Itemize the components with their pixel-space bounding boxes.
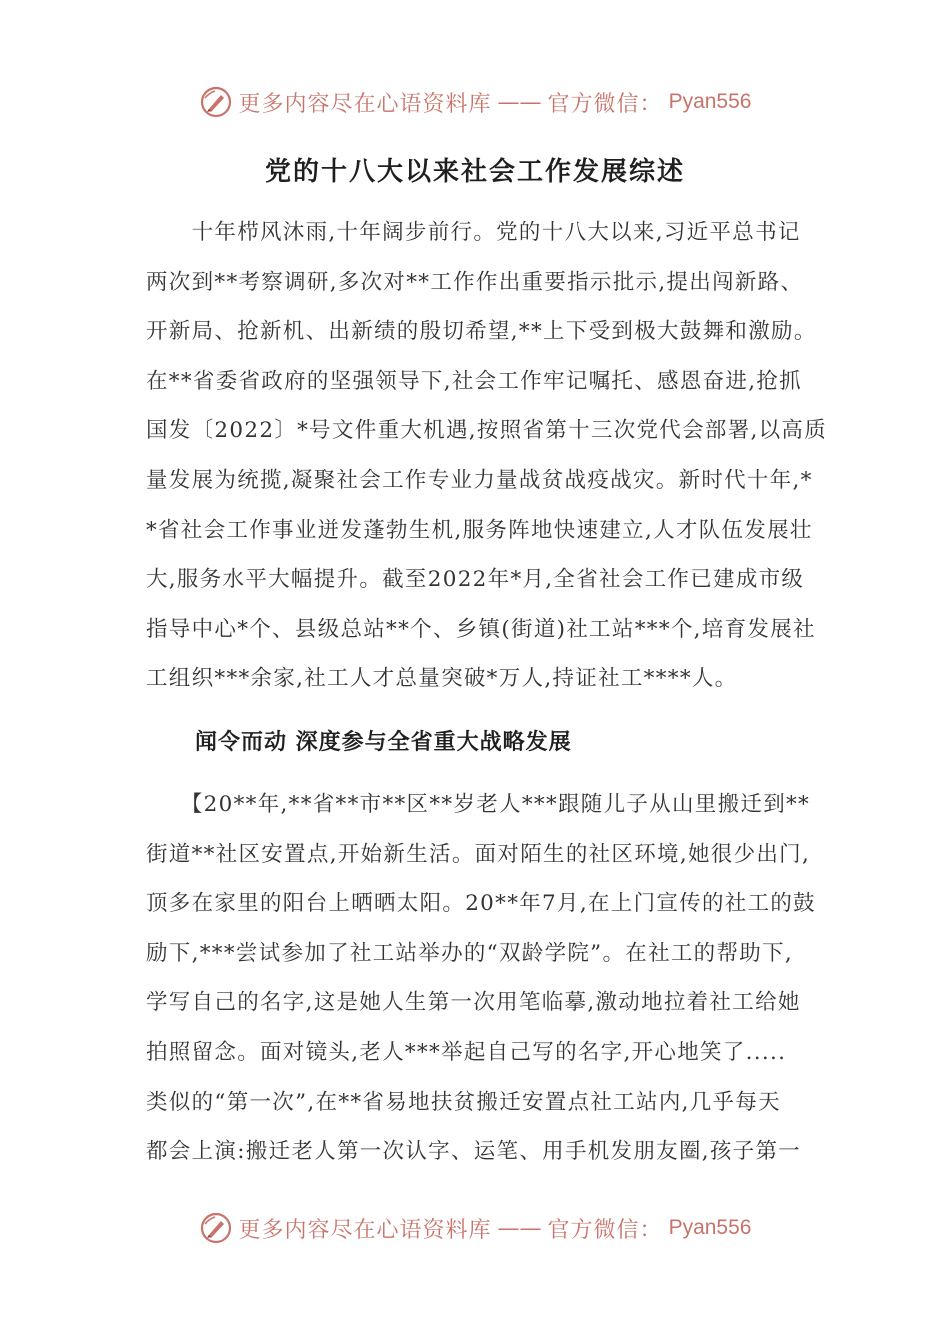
banner-wechat-id: Pyan556 — [668, 1216, 752, 1239]
banner-separator: —— — [497, 89, 542, 115]
paragraph-line: 在**省委省政府的坚强领导下,社会工作牢记嘱托、感恩奋进,抢抓 — [146, 368, 802, 394]
paragraph-line: 都会上演:搬迁老人第一次认字、运笔、用手机发朋友圈,孩子第一 — [146, 1139, 802, 1165]
paragraph-line: 拍照留念。面对镜头,老人***举起自己写的名字,开心地笑了..... — [146, 1039, 787, 1065]
paragraph-line: 顶多在家里的阳台上晒晒太阳。20**年7月,在上门宣传的社工的鼓 — [146, 891, 816, 917]
paragraph-intro — [146, 208, 828, 704]
pen-logo-icon — [199, 85, 233, 119]
paragraph-line: 两次到**考察调研,多次对**工作作出重要指示批示,提出闯新路、 — [146, 269, 804, 295]
document-title: 党的十八大以来社会工作发展综述 — [264, 157, 685, 187]
paragraph-line: 大,服务水平大幅提升。截至2022年*月,全省社会工作已建成市级 — [146, 567, 805, 593]
section-heading: 闻令而动 深度参与全省重大战略发展 — [195, 730, 572, 755]
paragraph-line: 类似的“第一次”,在**省易地扶贫搬迁安置点社工站内,几乎每天 — [146, 1089, 781, 1115]
banner-wechat-label: 官方微信： — [547, 1217, 663, 1243]
paragraph-line: 【20**年,**省**市**区**岁老人***跟随儿子从山里搬迁到** — [146, 792, 811, 817]
paragraph-line: *省社会工作事业迸发蓬勃生机,服务阵地快速建立,人才队伍发展壮 — [146, 517, 813, 543]
paragraph-line: 街道**社区安置点,开始新生活。面对陌生的社区环境,她很少出门, — [146, 841, 811, 867]
paragraph-line: 十年栉风沐雨,十年阔步前行。党的十八大以来,习近平总书记 — [146, 220, 801, 245]
header-watermark-banner — [0, 84, 950, 120]
banner-wechat-id: Pyan556 — [668, 90, 752, 113]
banner-text: 更多内容尽在心语资料库 — [238, 91, 492, 117]
paragraph-line: 学写自己的名字,这是她人生第一次用笔临摹,激动地拉着社工给她 — [146, 990, 801, 1016]
footer-watermark-banner — [0, 1210, 950, 1246]
banner-text: 更多内容尽在心语资料库 — [238, 1217, 492, 1243]
paragraph-story — [146, 780, 816, 1177]
paragraph-line: 励下,***尝试参加了社工站举办的“双龄学院”。在社工的帮助下, — [146, 940, 794, 966]
paragraph-line: 工组织***余家,社工人才总量突破*万人,持证社工****人。 — [146, 666, 738, 692]
paragraph-line: 国发〔2022〕*号文件重大机遇,按照省第十三次党代会部署,以高质 — [146, 418, 828, 444]
banner-wechat-label: 官方微信： — [547, 91, 663, 117]
pen-logo-icon — [199, 1211, 233, 1245]
banner-separator: —— — [497, 1215, 542, 1241]
paragraph-line: 开新局、抢新机、出新绩的殷切希望,**上下受到极大鼓舞和激励。 — [146, 319, 817, 345]
paragraph-line: 量发展为统揽,凝聚社会工作专业力量战贫战疫战灾。新时代十年,* — [146, 467, 813, 493]
paragraph-line: 指导中心*个、县级总站**个、乡镇(街道)社工站***个,培育发展社 — [146, 616, 816, 642]
